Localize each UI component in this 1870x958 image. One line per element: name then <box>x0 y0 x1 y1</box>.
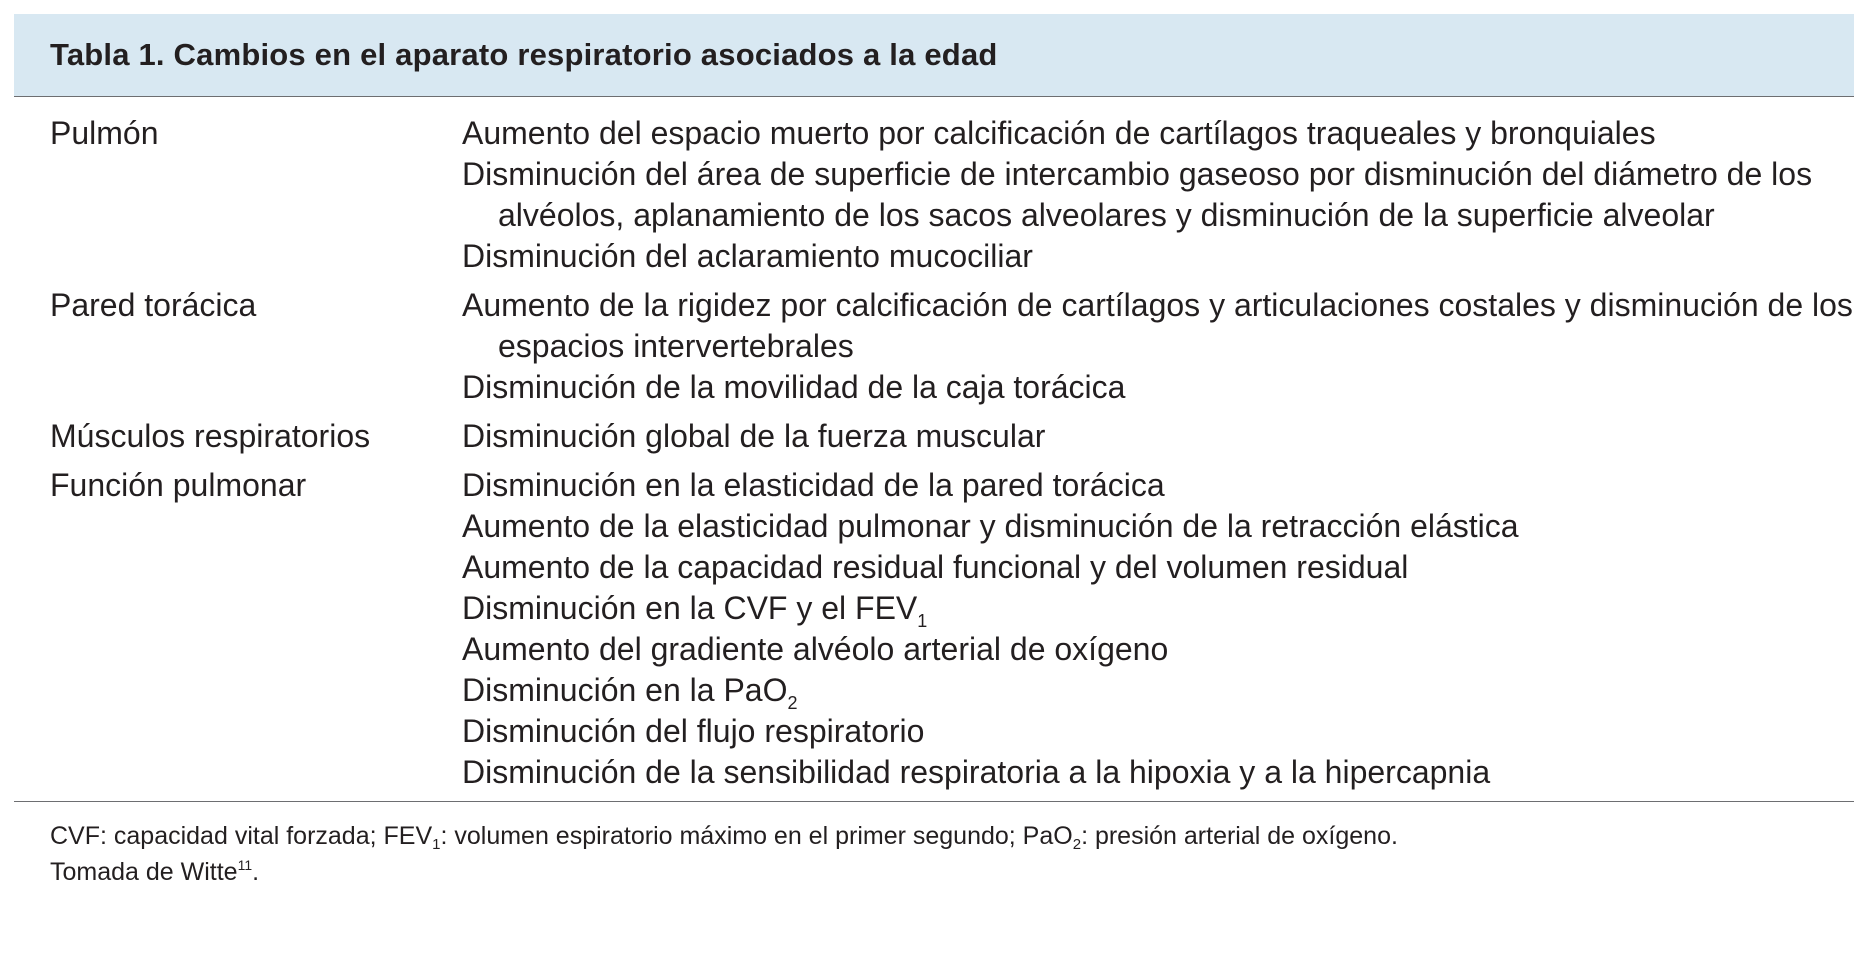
item-subscript: 1 <box>917 611 928 631</box>
table-group <box>14 416 1854 457</box>
footnote-text: CVF: capacidad vital forzada; FEV <box>50 822 433 850</box>
group-spacer <box>14 408 1854 416</box>
table-group <box>14 113 1854 277</box>
footnote-text: : presión arterial de oxígeno. <box>1081 822 1398 850</box>
table-group <box>14 465 1854 793</box>
footnote-source-text: Tomada de Witte <box>50 858 238 886</box>
item-subscript: 2 <box>787 693 798 713</box>
table-1 <box>14 14 1854 890</box>
table-item <box>460 588 1854 629</box>
table-item: Aumento del espacio muerto por calcificación de cartílagos traqueales y bronquiales <box>462 115 1656 151</box>
category-label: Pulmón <box>50 115 159 151</box>
category-label: Pared torácica <box>50 287 257 323</box>
table-group <box>14 285 1854 408</box>
category-items <box>460 416 1854 457</box>
table-body <box>14 97 1854 793</box>
footnote-subscript: 2 <box>1072 836 1082 853</box>
footnote-abbreviations <box>50 818 1854 854</box>
footnote-reference: 11 <box>237 857 253 873</box>
category-items <box>460 465 1854 793</box>
table-title: Tabla 1. Cambios en el aparato respiratorio asociados a la edad <box>50 37 998 72</box>
footnote-text: : volumen espiratorio máximo en el primer segundo; PaO <box>440 822 1073 850</box>
table-item: Disminución del área de superficie de intercambio gaseoso por disminución del diámetro de los alvéolos, aplanamiento de los sacos alveolares y disminución de la superficie alveolar <box>462 156 1813 233</box>
table-item: Aumento del gradiente alvéolo arterial de oxígeno <box>462 631 1169 667</box>
table-item <box>460 670 1854 711</box>
category-items <box>460 285 1854 408</box>
item-text: Disminución en la CVF y el FEV <box>462 590 918 626</box>
footnote-source-end: . <box>252 858 260 886</box>
category-label: Músculos respiratorios <box>50 418 371 454</box>
table-item: Disminución global de la fuerza muscular <box>462 418 1046 454</box>
footnote-source <box>50 854 1854 890</box>
table-item: Aumento de la capacidad residual funcional y del volumen residual <box>462 549 1409 585</box>
table-item: Aumento de la elasticidad pulmonar y disminución de la retracción elástica <box>462 508 1519 544</box>
table-item: Disminución de la movilidad de la caja torácica <box>462 369 1126 405</box>
table-item: Disminución en la elasticidad de la pared torácica <box>462 467 1165 503</box>
category-items <box>460 113 1854 277</box>
footnote-subscript: 1 <box>432 836 441 853</box>
group-spacer <box>14 277 1854 285</box>
item-text: Disminución en la PaO <box>462 672 788 708</box>
table-item: Disminución de la sensibilidad respiratoria a la hipoxia y a la hipercapnia <box>462 754 1491 790</box>
table-item: Disminución del flujo respiratorio <box>462 713 925 749</box>
table-item: Disminución del aclaramiento mucociliar <box>462 238 1033 274</box>
category-label: Función pulmonar <box>50 467 307 503</box>
table-title-bar <box>14 14 1854 97</box>
table-footnote <box>14 802 1854 890</box>
table-item: Aumento de la rigidez por calcificación de cartílagos y articulaciones costales y disminución de los espacios intervertebrales <box>462 287 1853 364</box>
group-spacer <box>14 457 1854 465</box>
